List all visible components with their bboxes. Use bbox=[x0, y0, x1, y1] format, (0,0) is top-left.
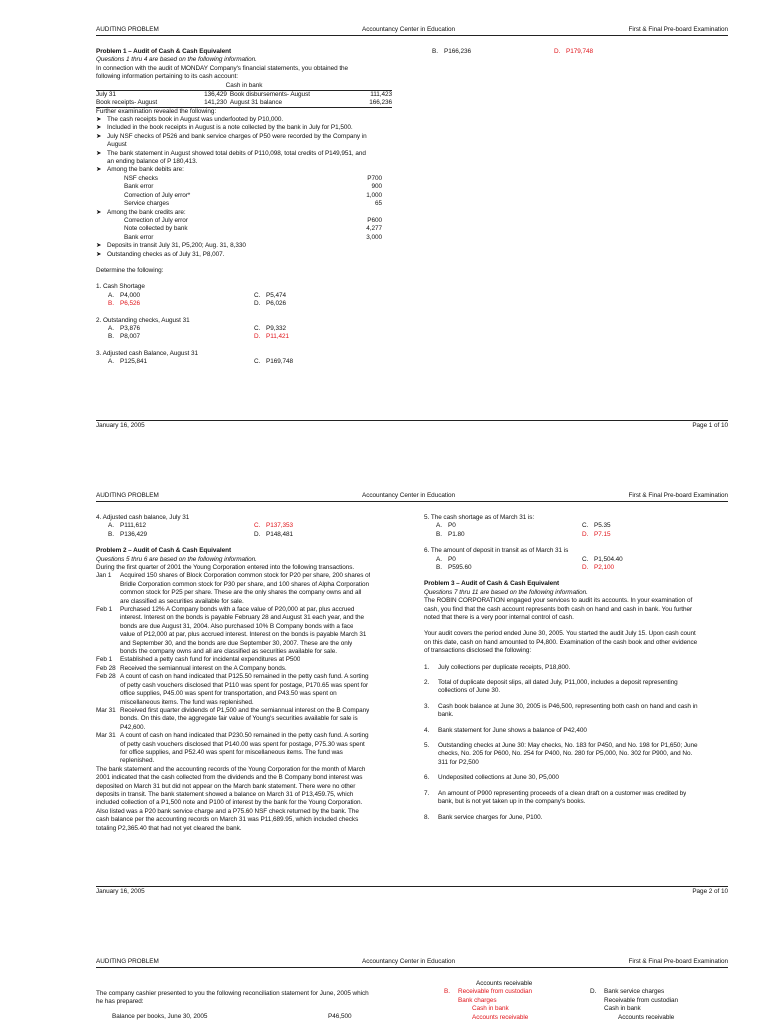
page-2 bbox=[96, 492, 728, 902]
page-footer bbox=[96, 420, 728, 430]
transaction-line: Jan 1 Acquired 150 shares of Block Corporation common stock for P20 per share, 200 shares of bbox=[96, 572, 371, 580]
answer-key: C. bbox=[254, 522, 261, 530]
page-header: AUDITING PROBLEM Accountancy Center in Education First & Final Pre-board Examination bbox=[96, 958, 728, 968]
problem-3-intro-2 bbox=[424, 630, 728, 655]
list-item: 2. Total of duplicate deposit slips, all dated July, P11,000, includes a deposit representing collections of June 30. bbox=[424, 679, 678, 695]
bullet-item: ➤ The bank statement in August showed total debits of P110,098, total credits of P149,951, and an ending balance of P 180,413. bbox=[96, 149, 366, 166]
bullet-item: ➤ Among the bank debits are: bbox=[96, 166, 184, 174]
page-footer: January 16, 2005 Page 2 of 10 bbox=[96, 888, 728, 895]
page-2-right-column bbox=[424, 514, 728, 822]
transaction-line: and September 30, and the bonds are due September 30, 2007. These are the only bbox=[120, 639, 353, 647]
intro-line: The ROBIN CORPORATION engaged your services to audit its accounts. In your examination of bbox=[424, 597, 693, 605]
answer-key: D. bbox=[582, 563, 589, 571]
closing-line: Also listed was a P20 bank service charge and a P75.60 NSF check returned by the bank. The bbox=[96, 807, 359, 815]
table-cell: August 31 balance bbox=[229, 98, 282, 106]
page-3-left-column: The company cashier presented to you the following reconciliation statement for June, 2005 which he has prepared: Balance per books, June 30, 2005 P46,500 bbox=[96, 990, 369, 1020]
transaction-line: Feb 28 A count of cash on hand indicated that P125.50 remained in the petty cash fund. A sorting bbox=[96, 673, 369, 681]
footer-date: January 16, 2005 bbox=[96, 422, 145, 429]
transaction-line: miscellaneous items. The fund was replenished. bbox=[120, 698, 254, 706]
table-row bbox=[96, 90, 392, 99]
page-3 bbox=[96, 958, 728, 1024]
transaction-line: bonds the company owns and all are classified as securities available for sale. bbox=[120, 648, 338, 656]
question-6: 6. The amount of deposit in transit as of March 31 is A. P0 C. P1,504.40 B. P595.60 D. P2,100 bbox=[424, 547, 623, 571]
question-1: 1. Cash Shortage A. P4,000 C. P5,474 B. P6,526 D. P6,026 bbox=[96, 283, 286, 308]
bullet-item: ➤ Deposits in transit July 31, P5,200; Aug. 31, 8,330 bbox=[96, 242, 246, 250]
header-left: AUDITING PROBLEM bbox=[96, 26, 159, 33]
table-cell: July 31 bbox=[96, 90, 116, 98]
answer-key: D. bbox=[254, 333, 261, 341]
answer-key: D. bbox=[582, 530, 589, 538]
transaction-line: are classified as securities available for sale. bbox=[120, 597, 244, 605]
table-cell: Book receipts- August bbox=[96, 98, 158, 106]
bullet-item: ➤ July NSF checks of P526 and bank service charges of P50 were recorded by the Company in August bbox=[96, 132, 367, 149]
list-item: 4. Bank statement for June shows a balance of P42,400 bbox=[424, 726, 587, 734]
closing-line: included collection of a P1,500 note and P100 of interest by the bank for the Young Corporation. bbox=[96, 799, 363, 807]
intro-text: In connection with the audit of MONDAY Company's financial statements, you obtained the bbox=[96, 64, 349, 72]
transaction-line: bonds are due August 31, 2004. Also purchased 10% B Company bonds with a face bbox=[120, 622, 354, 630]
list-item: 6. Undeposited collections at June 30, P5,000 bbox=[424, 774, 559, 782]
problem-subtitle: Questions 5 thru 6 are based on the following information. bbox=[96, 555, 257, 563]
transaction-line: of petty cash vouchers disclosed that P110 was spent for postage, P170.65 was spent for bbox=[120, 681, 369, 689]
table-cell: Book disbursements- August bbox=[229, 90, 310, 98]
closing-line: deposited on March 31 but did not appear on the March bank statement. There were no other bbox=[96, 782, 356, 790]
table-cell: 111,423 bbox=[370, 90, 392, 98]
table-cell: 141,230 bbox=[204, 98, 227, 106]
cash-in-bank-table bbox=[96, 82, 392, 108]
intro-line: noted that there is a very poor internal control of cash. bbox=[424, 614, 574, 621]
closing-line: 2001 indicated that the cash collected from the dividends and the B Company bond interest was bbox=[96, 774, 363, 782]
question-2: 2. Outstanding checks, August 31 A. P3,876 C. P9,332 B. P8,007 D. P11,421 bbox=[96, 316, 289, 341]
bullet-item: ➤ Included in the book receipts in August is a note collected by the bank in July for P1,500. bbox=[96, 124, 353, 132]
closing-line: The bank statement and the accounting records of the Young Corporation for the month of March bbox=[96, 765, 366, 773]
page-number: Page 1 of 10 bbox=[692, 422, 728, 429]
transaction-line: office supplies, P45.00 was spent for transportation, and P43.50 was spent on bbox=[120, 690, 337, 698]
answer-key: B. bbox=[108, 300, 114, 308]
header-center: Accountancy Center in Education bbox=[362, 26, 455, 33]
page-1 bbox=[96, 26, 728, 436]
page-1-left-column bbox=[96, 48, 400, 367]
transaction-line: interest. Interest on the bonds is payable February 28 and August 31 each year, and the bbox=[120, 614, 364, 622]
list-item: 8. Bank service charges for June, P100. bbox=[424, 813, 543, 821]
closing-paragraph bbox=[96, 766, 400, 833]
question-3: 3. Adjusted cash Balance, August 31 A. P125,841 C. P169,748 bbox=[96, 349, 293, 366]
transaction-line: Mar 31 A count of cash on hand indicated that P230.50 remained in the petty cash fund. A sorting bbox=[96, 732, 369, 740]
page-3-right-column: Accounts receivable B. Receivable from custodian D. Bank service charges Bank charges Receivable from custodian Cash in bank Cash in bank Accounts receivable Accounts receivable bbox=[444, 980, 679, 1021]
transaction-line: for office supplies, and P52.40 was spent for miscellaneous items. The fund was bbox=[120, 748, 343, 756]
bullet-item: ➤ Outstanding checks as of July 31, P8,007. bbox=[96, 250, 225, 258]
problem-title: Problem 2 – Audit of Cash & Cash Equivalent bbox=[96, 547, 232, 555]
list-item: 5. Outstanding checks at June 30: May checks, No. 183 for P450, and No. 198 for P1,650; June checks, No. 205 for P600, No. 254 for P400, No. 280 for P5,000, No. 302 for P900, and No. 311 for P2,500 bbox=[424, 742, 698, 766]
bullet-item: ➤ Among the bank credits are: bbox=[96, 208, 186, 216]
list-item: 3. Cash book balance at June 30, 2005 is P46,500, representing both cash on hand and cash in bank. bbox=[424, 702, 698, 719]
problem-title: Problem 3 – Audit of Cash & Cash Equivalent bbox=[424, 580, 560, 588]
transaction-line: common stock for P25 per share. These are the only shares the company owns and all bbox=[120, 589, 362, 597]
credits-list: Correction of July error P600 Note collected by bank 4,277 Bank error 3,000 bbox=[124, 216, 382, 241]
list-item: 7. An amount of P900 representing proceeds of a clean draft on a customer was credited by bank, but is not yet taken up in the company's books. bbox=[424, 789, 687, 806]
table-row bbox=[96, 99, 392, 108]
intro-line: cash, you find that the cash account represents both cash on hand and cash in bank. You further bbox=[424, 605, 693, 613]
further-text: Further examination revealed the following: bbox=[96, 107, 217, 115]
bullet-item: ➤ The cash receipts book in August was underfooted by P10,000. bbox=[96, 116, 284, 124]
transaction-line: value of P12,000 at par, plus accrued interest. Interest on the bonds is payable March 31 bbox=[120, 631, 367, 639]
intro-line: on this date, cash on hand amounted to P4,800. Examination of the cash book and other evidence bbox=[424, 638, 698, 646]
transaction-line: Feb 1 Purchased 12% A Company bonds with a face value of P20,000 at par, plus accrued bbox=[96, 606, 355, 614]
intro-line: Your audit covers the period ended June 30, 2005. You started the audit July 15. Upon cash count bbox=[424, 630, 696, 638]
problem-subtitle: Questions 1 thru 4 are based on the following information. bbox=[96, 56, 257, 64]
list-item: 1. July collections per duplicate receipts, P18,800. bbox=[424, 663, 571, 671]
question-5: 5. The cash shortage as of March 31 is: A. P0 C. P5.35 B. P1.80 D. P7.15 bbox=[424, 514, 611, 538]
header-right: First & Final Pre-board Examination bbox=[628, 26, 728, 33]
closing-line: totaling P2,365.40 that had not yet cleared the bank. bbox=[96, 824, 242, 832]
transaction-line: replenished. bbox=[120, 757, 155, 765]
transaction-line: bonds. On this date, the aggregate fair value of Young's securities available for sale is bbox=[120, 715, 358, 723]
page-header: AUDITING PROBLEM Accountancy Center in Education First & Final Pre-board Examination bbox=[96, 492, 728, 502]
transaction-line: Mar 31 Received first quarter dividends of P1,500 and the semiannual interest on the B Company bbox=[96, 706, 370, 714]
problem-subtitle: Questions 7 thru 11 are based on the following information. bbox=[424, 588, 588, 596]
answer-key: D. bbox=[554, 48, 561, 55]
transaction-line: Feb 28 Received the semiannual interest on the A Company bonds. bbox=[96, 664, 287, 672]
transaction-list bbox=[96, 572, 400, 765]
transaction-line: P42,600. bbox=[120, 723, 146, 731]
debits-list: NSF checks P700 Bank error 900 Correction of July error* 1,000 Service charges 65 bbox=[124, 174, 382, 208]
page-1-right-column: B. P166,236 D. P179,748 bbox=[432, 48, 593, 55]
page-number: Page 2 of 10 bbox=[692, 888, 728, 895]
closing-line: deposits in transit. The bank statement showed a balance on March 31 of P13,459.75, which bbox=[96, 790, 354, 798]
answer-key: B. bbox=[444, 988, 450, 996]
table-title: Cash in bank bbox=[96, 82, 392, 91]
determine-text: Determine the following: bbox=[96, 266, 164, 274]
closing-line: cash balance per the accounting records on March 31 was P11,689.95, which included checks bbox=[96, 816, 359, 824]
transaction-line: Bridle Corporation common stock for P30 per share, and 100 shares of Alpha Corporation bbox=[120, 580, 369, 588]
table-cell: 136,429 bbox=[204, 90, 227, 98]
table-cell: 166,236 bbox=[369, 98, 392, 106]
problem-3-items bbox=[424, 664, 728, 822]
problem-title: Problem 1 – Audit of Cash & Cash Equivalent bbox=[96, 48, 232, 55]
intro-text: following information pertaining to its cash account: bbox=[96, 73, 238, 81]
page-2-left-column: 4. Adjusted cash balance, July 31 A. P111,612 C. P137,353 B. P136,429 D. P148,481 Problem 2 – Audit of Cash & Cash Equivalent Questions 5 thru 6 are based on the following information. During the first quarter of 2001 the Young Corporation entered into the following transactions. Jan 1 Acquired 150 shares of Block Corporation common stock for P20 per share, 200 shares of Bridle Corporation common stock for P30 per share, and 100 shares of Alpha Corporation common stock for P25 per share. These are the only shares the company owns and all are classified as securities available for sale. Feb 1 Purchased 12% A Company bonds with a face value of P20,000 at par, plus accrued interest. Interest on the bonds is payable February 28 and August 31 each year, and the bonds are due August 31, 2004. Also purchased 10% B Company bonds with a face value of P12,000 at par, plus accrued interest. Interest on the bonds is payable March 31 and September 30, and the bonds are due September 30, 2007. These are the only bonds the company owns and all are classified as securities available for sale. Feb 1 Established a petty cash fund for incidental expenditures at P500 Feb 28 Received the semiannual interest on the A Company bonds. Feb 28 A count of cash on hand indicated that P125.50 remained in the petty cash fund. A sorting of petty cash vouchers disclosed that P110 was spent for postage, P170.65 was spent for office supplies, P45.00 was spent for transportation, and P43.50 was spent on miscellaneous items. The fund was replenished. Mar 31 Received first quarter dividends of P1,500 and the semiannual interest on the B Company bonds. On this date, the aggregate fair value of Young's securities available for sale is P42,600. Mar 31 A count of cash on hand indicated that P230.50 remained in the petty cash fund. A sorting of petty cash vouchers disclosed that P140.00 was spent for postage, P75.30 was spent for office supplies, and P52.40 was spent for miscellaneous items. The fund was replenished. The bank statement and the accounting records of the Young Corporation for the month of March 2001 indicated that the cash collected from the dividends and the B Company bond interest was deposited on March 31 but did not appear on the March bank statement. There were no other deposits in transit. The bank statement showed a balance on March 31 of P13,459.75, which included collection of a P1,500 note and P100 of interest by the bank for the Young Corporation. Also listed was a P20 bank service charge and a P75.60 NSF check returned by the bank. The cash balance per the accounting records on March 31 was P11,689.95, which included checks totaling P2,365.40 that had not yet cleared the bank. bbox=[96, 514, 400, 833]
question-4: 4. Adjusted cash balance, July 31 A. P111,612 C. P137,353 B. P136,429 D. P148,481 bbox=[96, 514, 293, 538]
page-header bbox=[96, 26, 728, 36]
intro-line: of transactions disclosed the following: bbox=[424, 647, 532, 655]
problem-3-intro bbox=[424, 597, 728, 622]
transaction-line: of petty cash vouchers disclosed that P140.00 was spent for postage, P75.30 was spent bbox=[120, 740, 365, 748]
transaction-line: Feb 1 Established a petty cash fund for incidental expenditures at P500 bbox=[96, 656, 301, 664]
